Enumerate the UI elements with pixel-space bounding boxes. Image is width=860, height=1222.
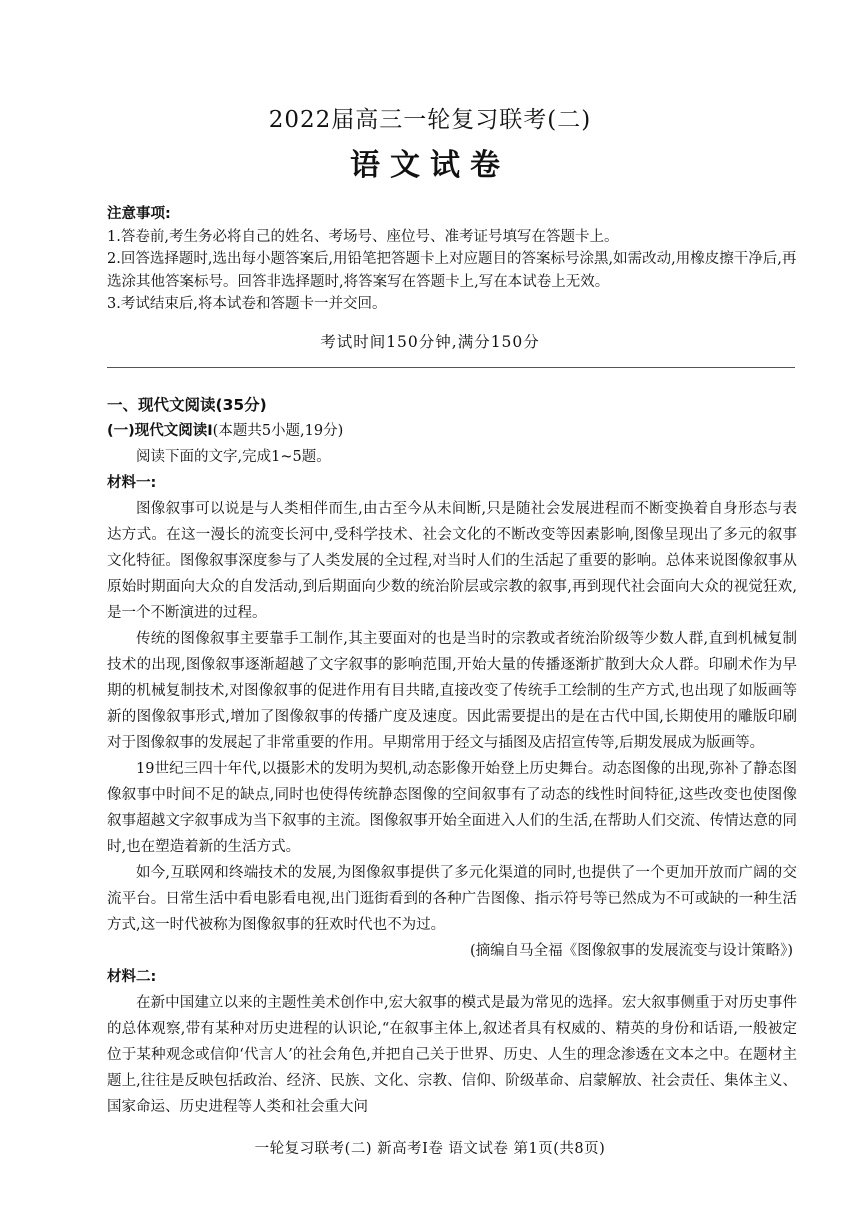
page-footer: 一轮复习联考(二) 新高考Ⅰ卷 语文试卷 第1页(共8页) bbox=[254, 1141, 606, 1157]
reading-section bbox=[107, 392, 797, 1120]
material-two-paragraph: 在新中国建立以来的主题性美术创作中,宏大叙事的模式是最为常见的选择。宏大叙事侧重于对历史事件的总体观察,带有某种对历史进程的认识论,“在叙事主体上,叙述者具有权威的、精英的身份和话语,一般被定位于某种观念或信仰‘代言人’的社会角色,并把自己关于世界、历史、人生的理念渗透在文本之中。在题材主题上,往往是反映包括政治、经济、民族、文化、宗教、信仰、阶级革命、启蒙解放、社会责任、集体主义、国家命运、历史进程等人类和社会重大问 bbox=[107, 995, 797, 1115]
subsection-heading bbox=[107, 418, 797, 444]
subsection-score-info: (本题共5小题,19分) bbox=[212, 423, 344, 439]
exam-subject-title: 语文试卷 bbox=[350, 148, 510, 183]
reading-instruction: 阅读下面的文字,完成1~5题。 bbox=[136, 449, 331, 465]
material-one-paragraph: 图像叙事可以说是与人类相伴而生,由古至今从未间断,只是随社会发展进程而不断变换着自身形态与表达方式。在这一漫长的流变长河中,受科学技术、社会文化的不断改变等因素影响,图像呈现出了多元的叙事文化特征。图像叙事深度参与了人类发展的全过程,对当时人们的生活起了重要的影响。总体来说图像叙事从原始时期面向大众的自发活动,到后期面向少数的统治阶层或宗教的叙事,再到现代社会面向大众的视觉狂欢,是一个不断演进的过程。 bbox=[107, 501, 797, 621]
material-one-paragraph: 如今,互联网和终端技术的发展,为图像叙事提供了多元化渠道的同时,也提供了一个更加开放而广阔的交流平台。日常生活中看电影看电视,出门逛街看到的各种广告图像、指示符号等已然成为不可或缺的一种生活方式,这一时代被称为图像叙事的狂欢时代也不为过。 bbox=[107, 865, 797, 933]
notice-heading: 注意事项: bbox=[107, 206, 171, 222]
exam-title: 2022届高三一轮复习联考(二) bbox=[268, 107, 592, 133]
exam-time-info: 考试时间150分钟,满分150分 bbox=[320, 333, 540, 351]
material-one-paragraph: 传统的图像叙事主要靠手工制作,其主要面对的也是当时的宗教或者统治阶级等少数人群,直到机械复制技术的出现,图像叙事逐渐超越了文字叙事的影响范围,开始大量的传播逐渐扩散到大众人群。印刷术作为早期的机械复制技术,对图像叙事的促进作用有目共睹,直接改变了传统手工绘制的生产方式,也出现了如版画等新的图像叙事形式,增加了图像叙事的传播广度及速度。因此需要提出的是在古代中国,长期使用的雕版印刷对于图像叙事的发展起了非常重要的作用。早期常用于经文与插图及店招宣传等,后期发展成为版画等。 bbox=[107, 631, 797, 751]
notice-item: 1.答卷前,考生务必将自己的姓名、考场号、座位号、准考证号填写在答题卡上。 bbox=[107, 228, 619, 245]
notice-item: 3.考试结束后,将本试卷和答题卡一并交回。 bbox=[107, 296, 387, 312]
material-one-paragraph: 19世纪三四十年代,以摄影术的发明为契机,动态影像开始登上历史舞台。动态图像的出现,弥补了静态图像叙事中时间不足的缺点,同时也使得传统静态图像的空间叙事有了动态的线性时间特征,这些改变也使图像叙事超越文字叙事成为当下叙事的主流。图像叙事开始全面进入人们的生活,在帮助人们交流、传情达意的同时,也在塑造着新的生活方式。 bbox=[107, 761, 797, 855]
section-heading: 一、现代文阅读(35分) bbox=[107, 396, 267, 414]
material-one-source: (摘编自马全福《图像叙事的发展流变与设计策略》) bbox=[469, 943, 793, 959]
section-divider bbox=[107, 367, 795, 368]
subsection-title: (一)现代文阅读Ⅰ bbox=[107, 423, 213, 439]
notice-item: 2.回答选择题时,选出每小题答案后,用铅笔把答题卡上对应题目的答案标号涂黑,如需改动,用橡皮擦干净后,再选涂其他答案标号。回答非选择题时,将答案写在答题卡上,写在本试卷上无效。 bbox=[107, 251, 797, 290]
material-two-heading: 材料二: bbox=[107, 969, 157, 985]
notice-section bbox=[107, 203, 797, 316]
material-one-heading: 材料一: bbox=[107, 475, 157, 491]
